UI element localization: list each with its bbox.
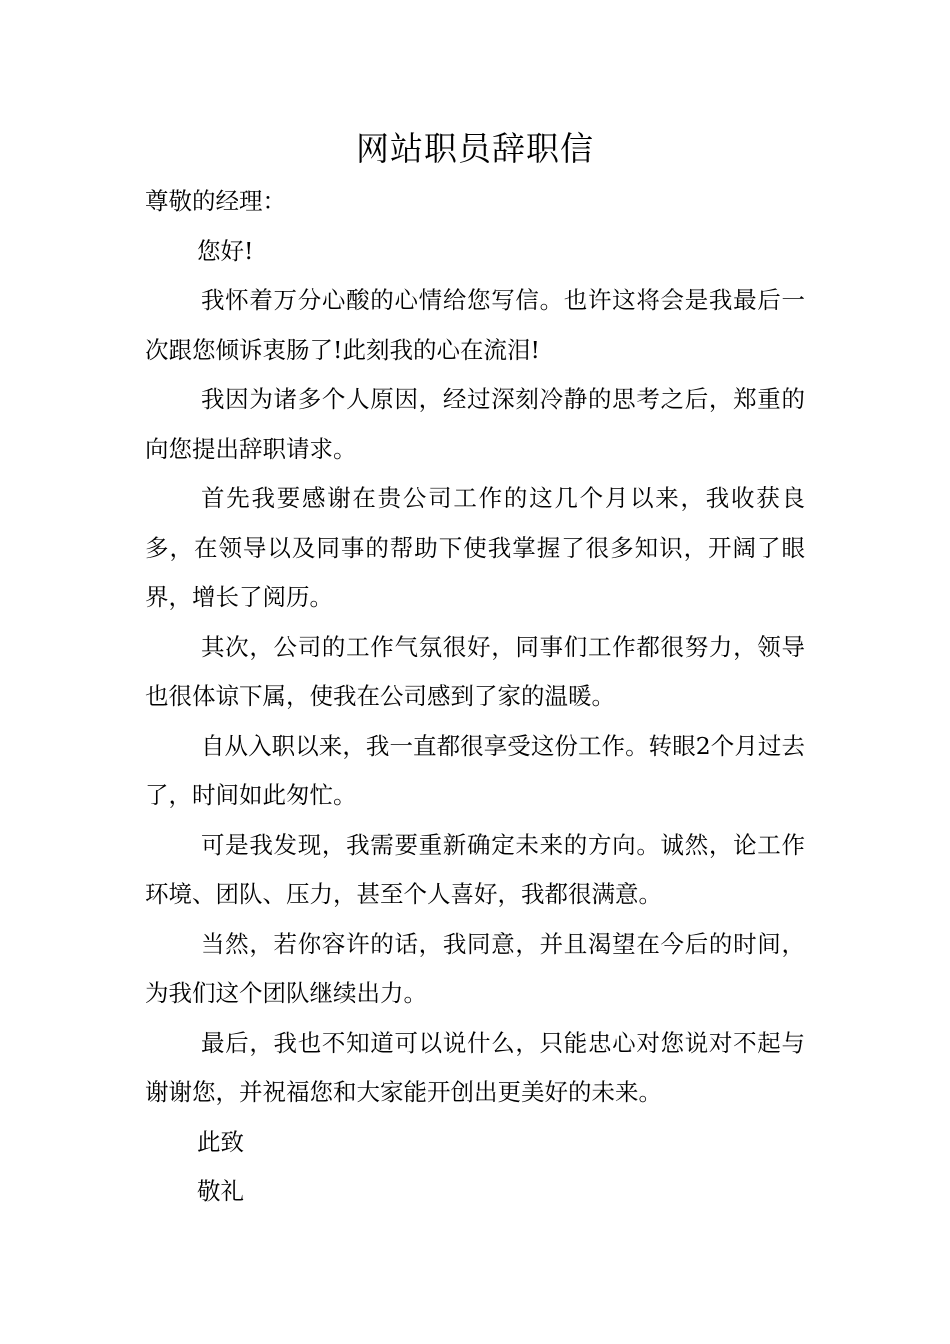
paragraph-2: 我因为诸多个人原因，经过深刻冷静的思考之后，郑重的向您提出辞职请求。 (145, 385, 805, 463)
paragraph-7: 当然，若你容许的话，我同意，并且渴望在今后的时间，为我们这个团队继续出力。 (145, 929, 805, 1007)
closing-cizhi: 此致 (197, 1127, 244, 1156)
document-title: 网站职员辞职信 (356, 129, 594, 168)
closing-jingli: 敬礼 (197, 1177, 244, 1205)
paragraph-3: 首先我要感谢在贵公司工作的这几个月以来，我收获良多，在领导以及同事的帮助下使我掌握了很多知识，开阔了眼界，增长了阅历。 (145, 484, 805, 611)
letter-body (145, 177, 805, 1217)
paragraph-5: 自从入职以来，我一直都很享受这份工作。转眼2个月过去了，时间如此匆忙。 (145, 731, 805, 809)
paragraph-4: 其次，公司的工作气氛很好，同事们工作都很努力，领导也很体谅下属，使我在公司感到了家的温暖。 (145, 632, 805, 710)
paragraph-6: 可是我发现，我需要重新确定未来的方向。诚然，论工作环境、团队、压力，甚至个人喜好，我都很满意。 (145, 830, 805, 908)
greeting: 您好! (197, 236, 254, 265)
paragraph-1: 我怀着万分心酸的心情给您写信。也许这将会是我最后一次跟您倾诉衷肠了!此刻我的心在流泪! (145, 286, 805, 364)
paragraph-8: 最后，我也不知道可以说什么，只能忠心对您说对不起与谢谢您，并祝福您和大家能开创出更美好的未来。 (145, 1028, 805, 1106)
salutation: 尊敬的经理： (145, 187, 286, 215)
